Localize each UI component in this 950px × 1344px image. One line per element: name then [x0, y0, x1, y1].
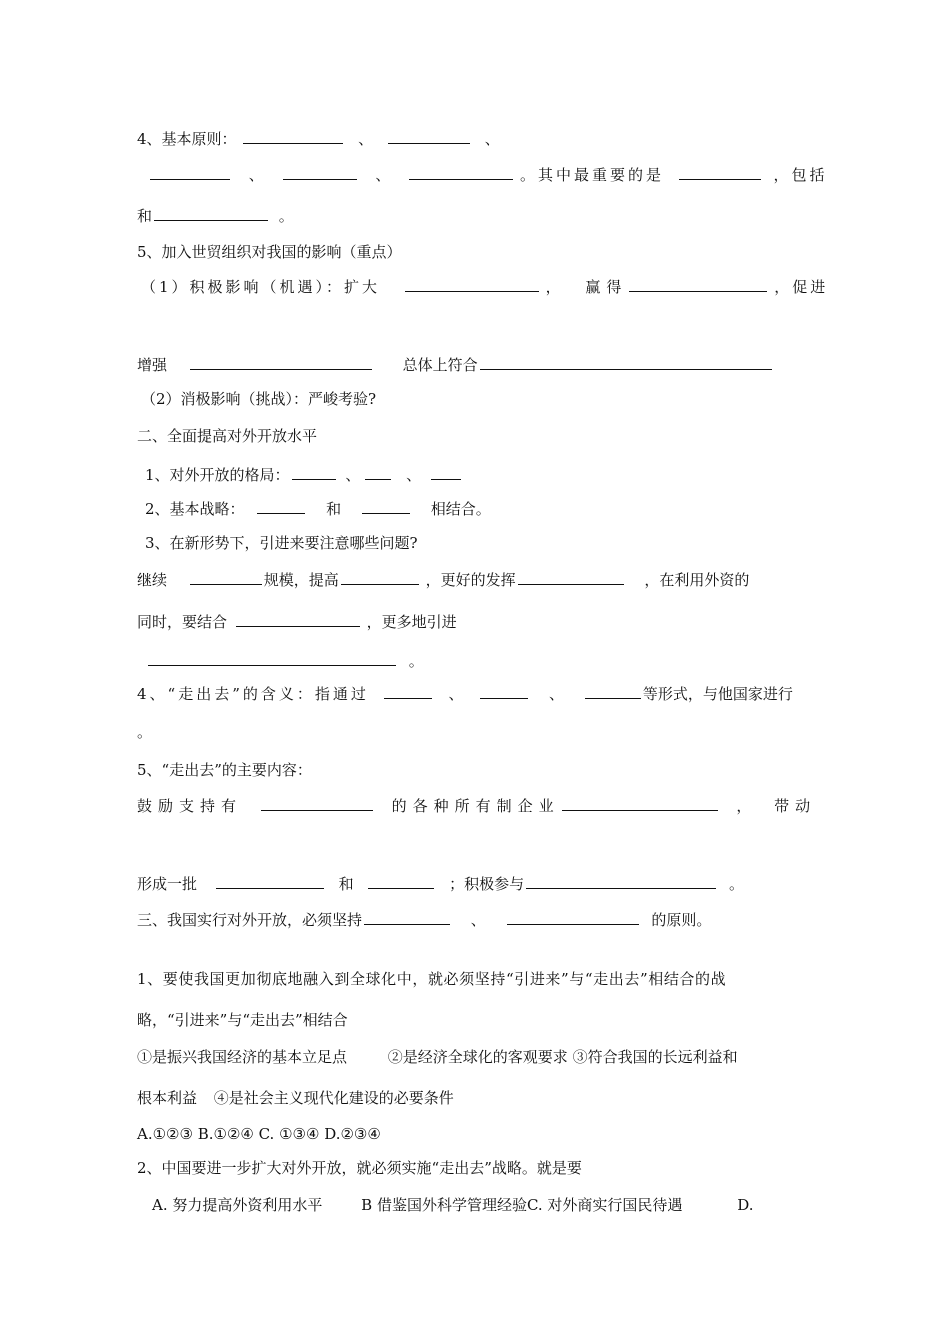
separator: 、	[375, 166, 391, 184]
question-1-choices	[137, 1124, 381, 1144]
going-out-meaning-line	[137, 683, 793, 704]
separator: 、	[345, 466, 361, 484]
comma: ，	[545, 278, 561, 296]
blank[interactable]	[341, 569, 419, 585]
answer-choices[interactable]: A.①②③ B.①②④ C. ①③④ D.②③④	[137, 1125, 381, 1143]
pattern-label: 1、对外开放的格局：	[145, 466, 290, 484]
combine-line	[137, 611, 457, 632]
introduce-text: ，更多地引进	[366, 613, 457, 631]
question-text: 3、在新形势下，引进来要注意哪些问题?	[145, 534, 418, 552]
encourage-text: 鼓励支持有	[137, 797, 243, 815]
heading-text: 5、“走出去”的主要内容：	[137, 761, 312, 779]
scale-text: 规模，提高	[263, 571, 339, 589]
participate-text: ；积极参与	[449, 875, 525, 893]
heading-text: 二、全面提高对外开放水平	[137, 427, 318, 445]
separator: 、	[406, 466, 422, 484]
combine-label: 同时，要结合	[137, 613, 228, 631]
principles-label: 4、基本原则：	[137, 130, 237, 148]
question-1-stem-cont	[137, 1010, 348, 1030]
section-two-heading	[137, 426, 317, 446]
separator: 、	[549, 685, 565, 703]
blank[interactable]	[283, 164, 357, 180]
positive-impact-label: （1）积极影响（机遇）：扩大	[141, 278, 381, 296]
blank[interactable]	[384, 683, 432, 699]
blank[interactable]	[362, 498, 410, 514]
blank[interactable]	[507, 909, 639, 925]
blank[interactable]	[526, 873, 716, 889]
and-text: 和	[137, 207, 153, 225]
blank[interactable]	[154, 205, 268, 221]
including-text: ，包括	[773, 166, 828, 184]
negative-impact-line	[141, 389, 376, 409]
separator: 、	[470, 911, 486, 929]
comma: ，	[736, 797, 752, 815]
question-text: 2、中国要进一步扩大对外开放，就必须实施“走出去”战略。就是要	[137, 1159, 582, 1177]
separator: 、	[448, 685, 464, 703]
question-text: 1、要使我国更加彻底地融入到全球化中，就必须坚持“引进来”与“走出去”相结合的战	[137, 970, 727, 988]
option-1: ①是振兴我国经济的基本立足点	[137, 1048, 348, 1066]
enterprises-text: 的各种所有制企业	[391, 797, 560, 815]
meaning-text: 4、“走出去”的含义：指通过	[137, 685, 369, 703]
question-1-options-b	[137, 1088, 454, 1108]
promote-text: ，促进	[774, 278, 829, 296]
question-2-stem	[137, 1158, 582, 1178]
question-2-choices	[152, 1195, 753, 1215]
form-batch-text: 形成一批	[137, 875, 198, 893]
blank[interactable]	[364, 909, 450, 925]
blank[interactable]	[518, 569, 624, 585]
wto-impact-heading	[137, 242, 402, 262]
form-batch-line	[137, 873, 744, 894]
continue-text: 继续	[137, 571, 168, 589]
option-2-3: ②是经济全球化的客观要求 ③符合我国的长远利益和	[387, 1048, 738, 1066]
blank[interactable]	[562, 795, 718, 811]
blank[interactable]	[236, 611, 360, 627]
enhance-line	[137, 354, 774, 375]
period: 。	[137, 723, 153, 741]
question-1-stem	[137, 969, 726, 989]
pattern-line	[145, 464, 463, 485]
and-text: 和	[338, 875, 354, 893]
question-1-options-a	[137, 1047, 738, 1067]
choice-b-c[interactable]: B 借鉴国外科学管理经验C. 对外商实行国民待遇	[361, 1196, 683, 1214]
conform-text: 总体上符合	[402, 356, 478, 374]
period: 。	[408, 652, 424, 670]
blank[interactable]	[190, 569, 262, 585]
period: 。	[728, 875, 744, 893]
principles-line-1	[137, 128, 500, 149]
period: 。	[278, 207, 294, 225]
separator: 、	[484, 130, 500, 148]
section-three-line	[137, 909, 711, 930]
blank[interactable]	[261, 795, 373, 811]
most-important-text: 。其中最重要的是	[519, 166, 664, 184]
question-text: 略，“引进来”与“走出去”相结合	[137, 1011, 348, 1029]
blank[interactable]	[585, 683, 641, 699]
blank[interactable]	[679, 164, 761, 180]
choice-d[interactable]: D.	[737, 1196, 754, 1214]
long-blank-line	[146, 650, 424, 671]
separator: 、	[248, 166, 264, 184]
play-text: ，更好的发挥	[425, 571, 516, 589]
blank[interactable]	[409, 164, 513, 180]
blank[interactable]	[629, 276, 767, 292]
win-text: 赢得	[585, 278, 628, 296]
heading-text: 5、加入世贸组织对我国的影响（重点）	[137, 243, 402, 261]
section-three-text: 三、我国实行对外开放，必须坚持	[137, 911, 363, 929]
blank[interactable]	[257, 498, 305, 514]
and-text: 和	[326, 500, 342, 518]
principles-line-3	[137, 205, 294, 226]
strategy-label: 2、基本战略：	[145, 500, 245, 518]
blank[interactable]	[365, 464, 391, 480]
blank[interactable]	[148, 650, 396, 666]
going-out-content-heading	[137, 760, 312, 780]
drive-text: 带动	[774, 797, 817, 815]
blank[interactable]	[388, 128, 470, 144]
negative-impact-text: （2）消极影响（挑战）：严峻考验?	[141, 390, 377, 408]
encourage-line	[137, 795, 816, 816]
blank[interactable]	[405, 276, 539, 292]
blank[interactable]	[480, 683, 528, 699]
blank[interactable]	[368, 873, 434, 889]
separator: 、	[358, 130, 374, 148]
blank[interactable]	[190, 354, 372, 370]
principle-text: 的原则。	[651, 911, 712, 929]
bring-in-question	[145, 533, 418, 553]
blank[interactable]	[150, 164, 230, 180]
enhance-text: 增强	[137, 356, 168, 374]
blank[interactable]	[243, 128, 343, 144]
continue-line	[137, 569, 749, 590]
principles-line-2	[148, 164, 828, 185]
blank[interactable]	[431, 464, 461, 480]
positive-impact-line	[141, 276, 828, 297]
foreign-capital-text: ，在利用外资的	[644, 571, 750, 589]
blank[interactable]	[480, 354, 772, 370]
blank[interactable]	[216, 873, 324, 889]
combine-text: 相结合。	[430, 500, 491, 518]
option-4: ④是社会主义现代化建设的必要条件	[213, 1089, 454, 1107]
strategy-line	[145, 498, 491, 519]
choice-a[interactable]: A. 努力提高外资利用水平	[152, 1196, 323, 1214]
forms-text: 等形式，与他国家进行	[642, 685, 793, 703]
blank[interactable]	[292, 464, 336, 480]
trailing-period	[137, 722, 152, 742]
option-3-cont: 根本利益	[137, 1089, 198, 1107]
